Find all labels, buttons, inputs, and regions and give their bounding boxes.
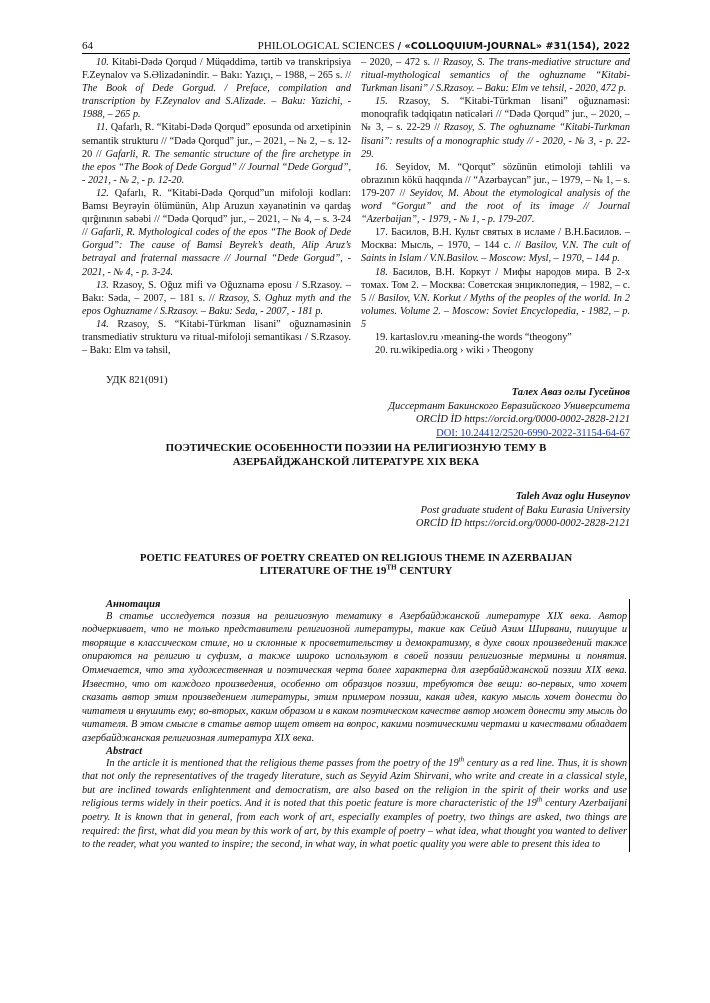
abstract-heading: Abstract bbox=[106, 745, 143, 757]
article-title-ru bbox=[82, 442, 630, 469]
reference-text: Басилов, В.Н. Культ святых в исламе / В.Н.Басилов. – Москва: Мысль, – 1970, – 144 с. // bbox=[361, 227, 631, 252]
reference-number: 13. bbox=[96, 279, 109, 291]
page bbox=[82, 40, 630, 852]
reference-text: Seyidov, M. “Qorqut” sözünün etimoloji təhlili və obrazının kökü haqqında // “Azərbaycan” jur., – 1979, – № 1, – s. 179-207 // bbox=[361, 161, 630, 199]
reference-number: 12. bbox=[96, 187, 109, 199]
reference-translation: Seyidov, M. About the etymological analysis of the word “Gorgut” and the root of its image // Journal “Azerbaijan”, - 1979, - № 1, - p. 179-207. bbox=[361, 187, 630, 226]
reference-translation: Basilov, V.N. Korkut / Myths of the peoples of the world. In 2 volumes. Volume 2. – Moscow: Soviet Encyclopedia, - 1982, – p. 5 bbox=[361, 292, 630, 330]
reference-number: 18. bbox=[375, 266, 388, 278]
reference-translation: Gafarli, R. Mythological codes of the epos “The Book of Dede Gorgud”: The cause of Bamsi Beyrek’s death, Alip Aruz’s betrayal and fraternal massacre // Journal “Dede Gorgud”, - 2021, - № 4, - p. 3-24. bbox=[82, 227, 351, 278]
annotation-heading: Аннотация bbox=[106, 598, 161, 610]
reference-text: Qafarlı, R. “Kitabi-Dədə Qorqud”un mifoloji kodları: Bamsı Beyrəyin ölümünün, Alıp Aruzun xəyanətinin və qardaş qırğınının səbəbi // “Dədə Qorqud” jur., – 2021, – № 4, – s. 3-24 // bbox=[82, 187, 351, 239]
title-en-line-2b: CENTURY bbox=[396, 565, 453, 578]
title-en-sup: TH bbox=[386, 563, 397, 572]
abstract-part-1: In the article it is mentioned that the religious theme passes from the poetry of the 19 bbox=[106, 757, 459, 769]
reference-text: Qafarlı, R. “Kitabi-Dədə Qorqud” eposunda od arxetipinin semantik strukturu // “Dədə Qorqud” jur., – 2021, – № 2, – s. 12-20 // bbox=[82, 122, 351, 160]
reference-number: 19. bbox=[375, 331, 388, 343]
reference-text: kartaslov.ru ›meaning-the words “theogony” bbox=[390, 331, 572, 343]
reference-translation: The Book of Dede Gorgud. / Preface, compilation and transcription by F.Zeynalov and S.Alizade. – Baku: Yazichi, - 1988, – 265 p. bbox=[82, 83, 351, 121]
reference-translation: Gafarli, R. The semantic structure of the fire archetype in the epos “The Book of Dede Gorgud” // Journal “Dede Gorgud”, - 2021, - № 2, - p. 12-20. bbox=[82, 148, 351, 186]
abstract-part-2: century as a red line. Thus, it is shown that not only the representatives of the tragedy literature, such as Seyyid Azim Shirvani, who write and create in a classical style, but are inclined towards enlightenment and democratism, are also based on the religion in the spirit of their works and use religious terms widely in their poetics. And it is noted that this poetic feature is more characteristic of the 19 bbox=[82, 757, 627, 810]
title-ru-line-2: АЗЕРБАЙДЖАНСКОЙ ЛИТЕРАТУРЕ XIX ВЕКА bbox=[232, 455, 480, 468]
author-block-en bbox=[82, 490, 630, 531]
title-ru-line-1: ПОЭТИЧЕСКИЕ ОСОБЕННОСТИ ПОЭЗИИ НА РЕЛИГИОЗНУЮ ТЕМУ В bbox=[165, 442, 547, 455]
author-orcid-en: ORCİD İD https://orcid.org/0000-0002-2828-2121 bbox=[415, 518, 630, 530]
abstract-part-3: century Azerbaijani poetry. It is known that in general, from each work of art, especially examples of poetry, two things are asked, two things are required: the first, what did you mean by this work of art, by this example of poetry – what idea, what thought you wanted to deliver to the reader, what you wanted to inspire; the second, in what way, in what poetic quality you were able to present this idea to bbox=[82, 798, 628, 851]
page-number: 64 bbox=[82, 40, 93, 52]
reference-item bbox=[361, 344, 630, 357]
reference-text: ru.wikipedia.org › wiki › Theogony bbox=[390, 345, 534, 357]
journal-section: PHILOLOGICAL SCIENCES bbox=[257, 40, 395, 52]
reference-item bbox=[82, 56, 351, 121]
reference-number: 11. bbox=[96, 122, 108, 134]
reference-number: 14. bbox=[96, 318, 109, 330]
reference-item bbox=[82, 187, 351, 279]
references-right-column bbox=[361, 56, 630, 357]
reference-text: Rzasoy, S. “Kitabi-Türkman lisani” oğuznaməsi: monoqrafik tədqiqatın nəticələri // “Dədə Qorqud” jur., – 2020, – № 3, – s. 22-29 // bbox=[361, 96, 630, 134]
reference-text: Kitabi-Dədə Qorqud / Müqəddimə, tərtib və transkripsiya F.Zeynalov və S.Əlizadənindir. – Bakı: Yazıçı, – 1988, – 265 s. // bbox=[82, 57, 352, 82]
author-affiliation-en: Post graduate student of Baku Eurasia University bbox=[420, 504, 630, 516]
abstract-box bbox=[82, 599, 630, 852]
reference-text: Rzasoy, S. Oğuz mifi və Oğuznamə eposu / S.Rzasoy. – Bakı: Səda, – 2007, – 181 s. // bbox=[82, 279, 352, 304]
reference-translation: Rzasoy, S. The oghuzname “Kitabi-Turkman lisani”: results of a monographic study // - 2020, - № 3, - p. 22-29. bbox=[361, 122, 630, 160]
reference-text: Rzasoy, S. “Kitabi-Türkman lisani” oğuznaməsinin transmediativ strukturu və ritual-mifoloji semantikası / S.Rzasoy. – Bakı: Elm və təhsil, bbox=[82, 318, 351, 357]
author-orcid-ru: ORCİD İD https://orcid.org/0000-0002-2828-2121 bbox=[415, 414, 630, 426]
reference-number: 15. bbox=[375, 96, 388, 108]
reference-translation: Rzasoy, S. The trans-mediative structure and ritual-mythological semantics of the oghuzname “Kitabi-Turkman lisani” / S.Rzasoy. – Baku: Elm ve tehsil, - 2020, 472 p. bbox=[361, 57, 630, 95]
reference-item bbox=[361, 56, 630, 95]
udk-code: УДК 821(091) bbox=[106, 375, 168, 387]
reference-item bbox=[82, 279, 351, 318]
reference-item bbox=[361, 226, 630, 265]
author-name-en: Taleh Avaz oglu Huseynov bbox=[515, 491, 630, 503]
reference-number: 16. bbox=[375, 161, 388, 173]
references-left-column bbox=[82, 56, 351, 357]
title-en-line-2 bbox=[82, 565, 630, 579]
title-en-line-1: POETIC FEATURES OF POETRY CREATED ON RELIGIOUS THEME IN AZERBAIJAN bbox=[139, 551, 573, 564]
reference-number: 10. bbox=[96, 57, 109, 68]
header-right bbox=[258, 40, 630, 52]
reference-translation: Basilov, V.N. The cult of Saints in Islam / V.N.Basilov. – Moscow: Mysl, – 1970, – 144 p. bbox=[361, 240, 630, 265]
reference-text: – 2020, – 472 s. // bbox=[361, 57, 443, 68]
reference-item bbox=[82, 121, 351, 186]
reference-item bbox=[361, 266, 630, 331]
article-title-en bbox=[82, 552, 630, 579]
reference-item bbox=[361, 161, 630, 226]
reference-text: Басилов, В.Н. Коркут / Мифы народов мира. В 2-х томах. Том 2. – Москва: Советская энциклопедия, – 1982, – с. 5 // bbox=[361, 266, 630, 304]
doi-link[interactable]: DOI: 10.24412/2520-6990-2022-31154-64-67 bbox=[436, 427, 630, 439]
author-affiliation-ru: Диссертант Бакинского Евразийского Университета bbox=[388, 400, 630, 412]
author-block-ru bbox=[82, 386, 630, 440]
reference-item bbox=[361, 331, 630, 344]
reference-number: 17. bbox=[375, 227, 388, 239]
reference-item bbox=[361, 95, 630, 160]
reference-item bbox=[82, 318, 351, 357]
author-name-ru: Талех Аваз оглы Гусейнов bbox=[511, 387, 630, 399]
reference-translation: Rzasoy, S. Oghuz myth and the epos Oghuzname / S.Rzasoy. – Baku: Seda, - 2007, - 181 p. bbox=[82, 292, 351, 317]
abstract-sup-1: th bbox=[458, 755, 465, 764]
journal-brand: / «COLLOQUIUM-JOURNAL» #31(154), 2022 bbox=[397, 41, 630, 52]
abstract-text bbox=[82, 757, 627, 852]
abstract-sup-2: th bbox=[536, 795, 543, 804]
reference-number: 20. bbox=[375, 345, 388, 357]
title-en-line-2a: LITERATURE OF THE 19 bbox=[259, 565, 387, 578]
annotation-text: В статье исследуется поэзия на религиозную тематику в Азербайджанской литературе XIX века. Автор подчеркивает, что не только представители религиозной литературы, такие как Сейид Азим Ширвани, пишущие и творящие в классическом стиле, но и склонные к просветительству и демократизму, в духе своих произведений также опираются на религию и суфизм, а также широко используют в своей поэзии религиозные термины и понятия. Отмечается, что эта художественная и поэтическая черта более характерна для азербайджанской поэзии XIX века. Известно, что от каждого произведения, особенно от образцов поэзии, требуются две вещи: во-первых, что хочет сказать автор этим произведением литературы, этим примером поэзии, какая идея, какую мысль хочет донести до читателя и внушить ему; во-вторых, каким образом и в каком поэтическом качестве автор может донести эту мысль до читателя. В этом смысле в статье автор ищет ответ на вопрос, какими поэтическими чертами и качествами обладает азербайджанская религиозная литература XIX века. bbox=[82, 610, 627, 744]
running-header bbox=[82, 40, 630, 54]
references-columns bbox=[82, 56, 630, 357]
